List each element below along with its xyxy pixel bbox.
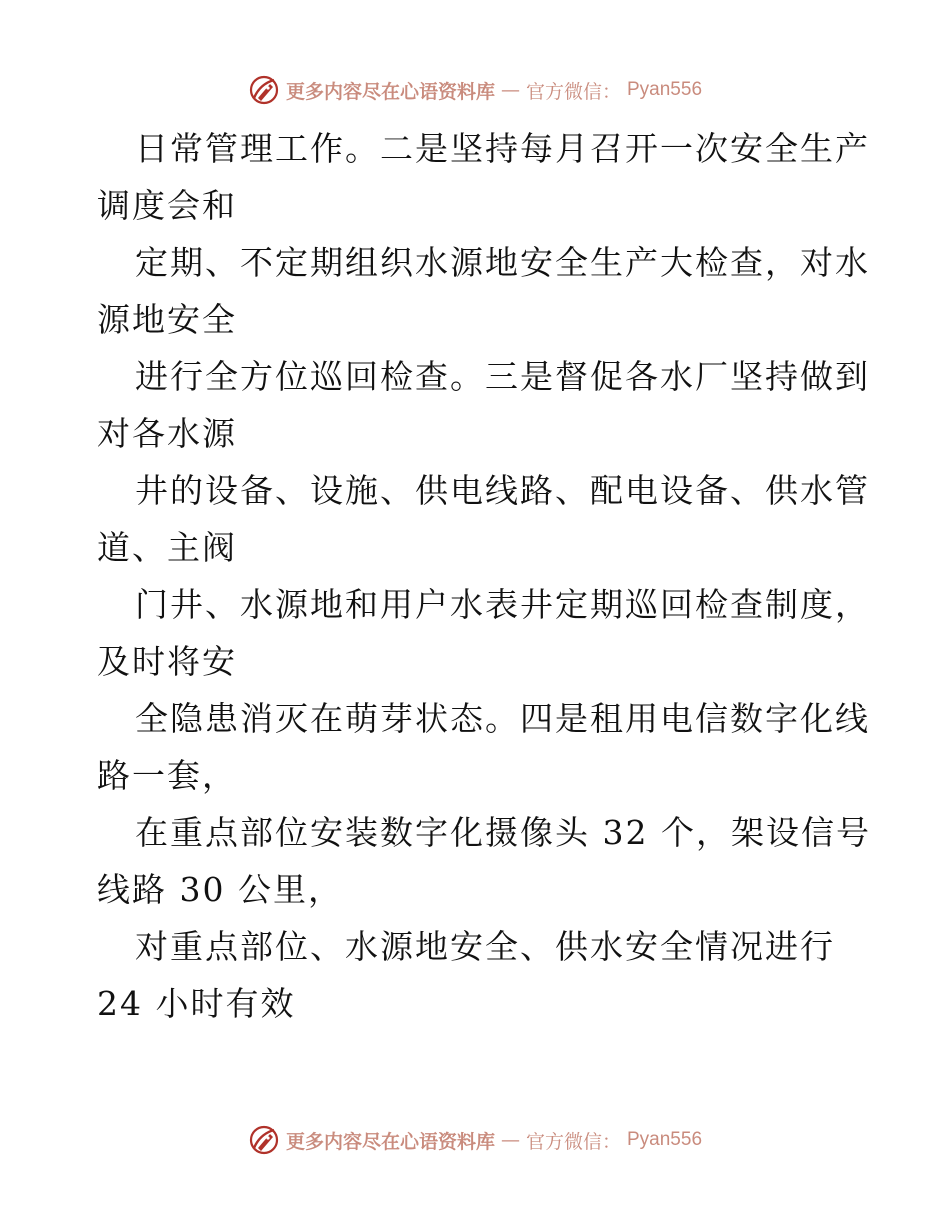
paragraph	[97, 804, 871, 918]
pen-logo-icon	[248, 74, 280, 106]
paragraph	[97, 918, 857, 1032]
paragraph-line: 对各水源	[97, 414, 237, 453]
paragraph	[97, 234, 870, 348]
wechat-id: Pyan556	[627, 1129, 703, 1150]
paragraph	[97, 348, 870, 462]
pen-logo-icon	[248, 1124, 280, 1156]
paragraph-line: 门井、水源地和用户水表井定期巡回检查制度，	[135, 585, 870, 624]
paragraph-line: 24 小时有效	[97, 984, 296, 1023]
paragraph	[97, 576, 870, 690]
header-watermark	[0, 70, 950, 110]
wechat-label: 官方微信：	[525, 80, 621, 103]
paragraph-line: 井的设备、设施、供电线路、配电设备、供水管	[135, 471, 870, 510]
paragraph-line: 源地安全	[97, 300, 237, 339]
watermark-text: 更多内容尽在心语资料库	[285, 1130, 495, 1153]
paragraph-line: 及时将安	[97, 642, 237, 681]
paragraph-line: 日常管理工作。二是坚持每月召开一次安全生产	[135, 129, 870, 168]
wechat-id: Pyan556	[627, 79, 703, 100]
document-body	[97, 120, 871, 1032]
paragraph-line: 全隐患消灭在萌芽状态。四是租用电信数字化线	[135, 699, 870, 738]
paragraph-line: 定期、不定期组织水源地安全生产大检查，对水	[135, 243, 870, 282]
wechat-label: 官方微信：	[525, 1130, 621, 1153]
watermark-dash: —	[500, 1129, 520, 1151]
paragraph-line: 线路 30 公里，	[97, 870, 343, 909]
paragraph-line: 对重点部位、水源地安全、供水安全情况进行	[135, 927, 835, 966]
watermark-dash: —	[500, 79, 520, 101]
paragraph-line: 进行全方位巡回检查。三是督促各水厂坚持做到	[135, 357, 870, 396]
paragraph-line: 调度会和	[97, 186, 237, 225]
paragraph	[97, 690, 870, 804]
watermark-text: 更多内容尽在心语资料库	[285, 80, 495, 103]
paragraph-line: 路一套，	[97, 756, 237, 795]
paragraph-line: 道、主阀	[97, 528, 237, 567]
paragraph-line: 在重点部位安装数字化摄像头 32 个，架设信号	[135, 813, 871, 852]
paragraph	[97, 120, 870, 234]
footer-watermark	[0, 1120, 950, 1160]
paragraph	[97, 462, 870, 576]
